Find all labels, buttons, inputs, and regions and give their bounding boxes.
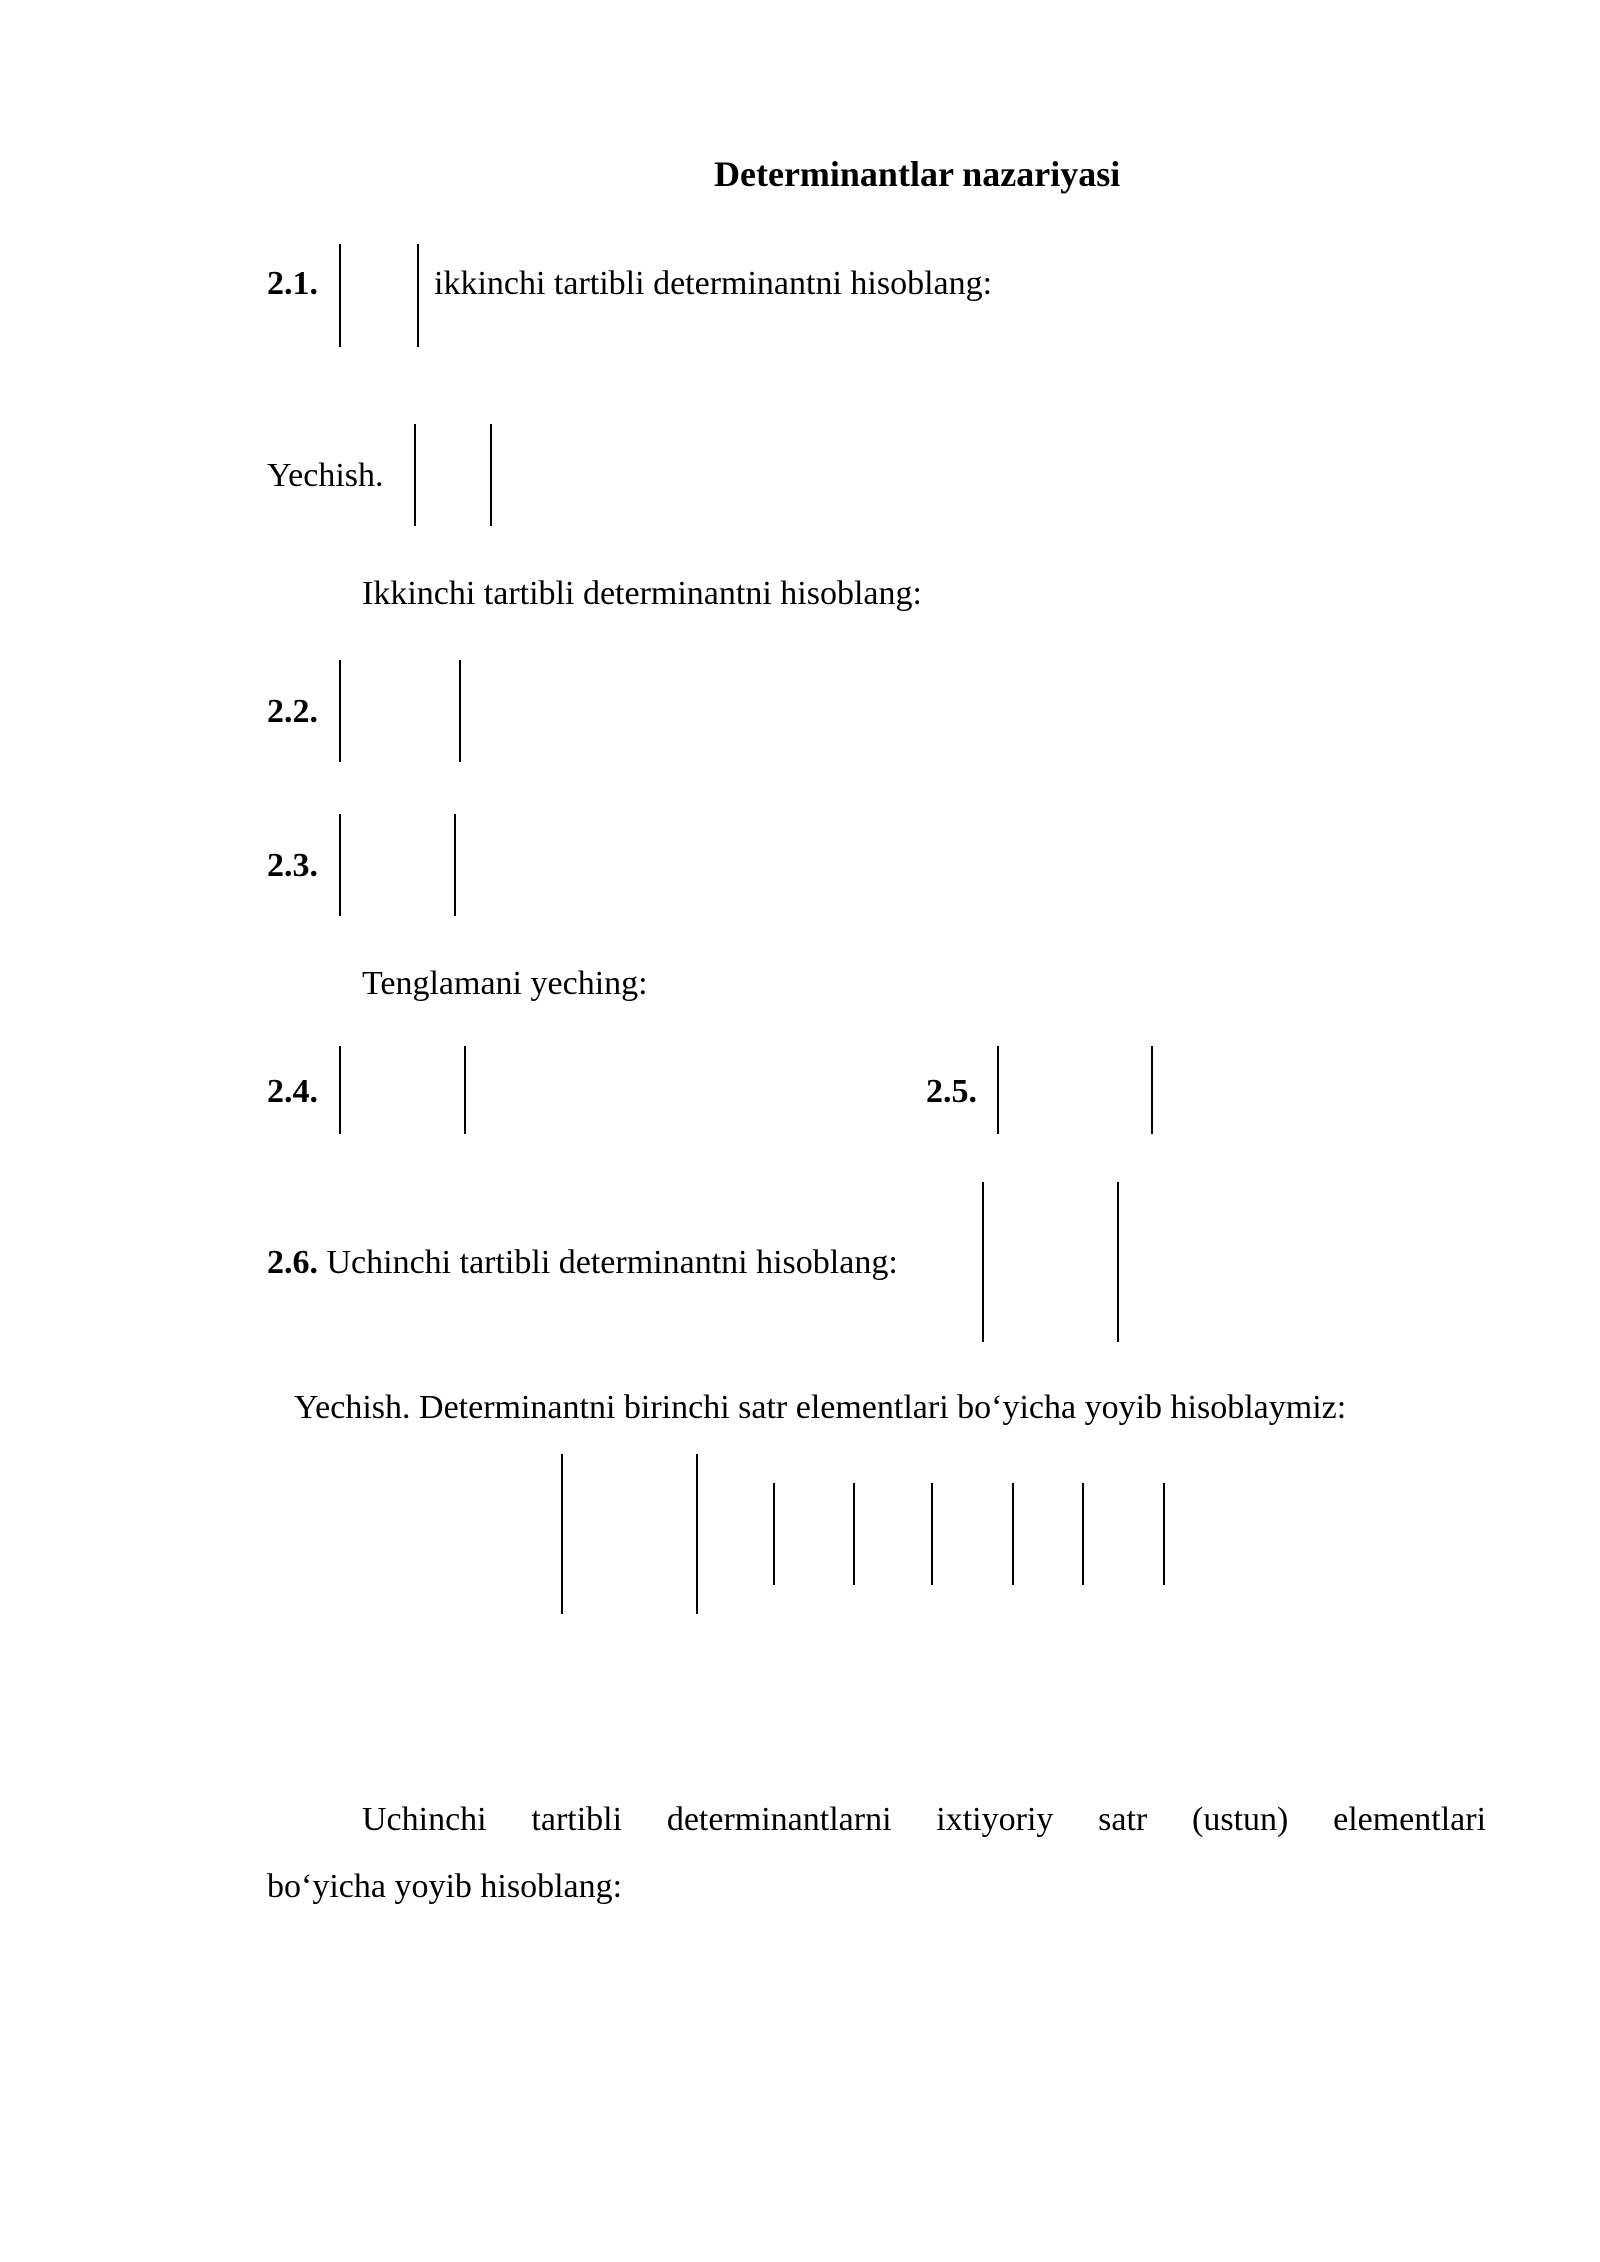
determinant-bar-right xyxy=(490,424,492,526)
determinant-bar-right xyxy=(459,660,461,762)
determinant-bar-left xyxy=(339,1046,341,1134)
determinant-bar-right xyxy=(1151,1046,1153,1134)
determinant-bar-right xyxy=(454,814,456,916)
determinant-bar-left xyxy=(339,660,341,762)
determinant-bar-left xyxy=(997,1046,999,1134)
problem-number-2-3: 2.3. xyxy=(267,847,318,884)
minor-bar-left xyxy=(773,1483,775,1585)
instruction-heading: Tenglamani yeching: xyxy=(362,965,648,1002)
word: elementlari xyxy=(1333,1801,1487,1838)
problem-number-2-1: 2.1. xyxy=(267,265,318,302)
solution-label: Yechish. xyxy=(267,457,384,494)
problem-number-2-4: 2.4. xyxy=(267,1073,318,1110)
word: (ustun) xyxy=(1192,1801,1289,1838)
problem-number-2-6: 2.6. xyxy=(267,1244,318,1281)
page-title: Determinantlar nazariyasi xyxy=(714,154,1121,194)
final-paragraph-line2: bo‘yicha yoyib hisoblang: xyxy=(267,1868,623,1905)
determinant-bar-right xyxy=(464,1046,466,1134)
word: Uchinchi xyxy=(362,1801,487,1838)
problem-2-6 xyxy=(267,1243,898,1283)
determinant-bar-left xyxy=(561,1454,563,1614)
determinant-bar-right xyxy=(696,1454,698,1614)
minor-bar-left xyxy=(931,1483,933,1585)
solution-text: Yechish. Determinantni birinchi satr elementlari bo‘yicha yoyib hisoblaymiz: xyxy=(294,1389,1347,1426)
word: satr xyxy=(1098,1801,1148,1838)
minor-bar-left xyxy=(1082,1483,1084,1585)
determinant-bar-right xyxy=(417,244,419,347)
minor-bar-right xyxy=(853,1483,855,1585)
minor-bar-right xyxy=(1163,1483,1165,1585)
determinant-bar-right xyxy=(1117,1182,1119,1342)
word: determinantlarni xyxy=(666,1801,892,1838)
word: tartibli xyxy=(531,1801,623,1838)
problem-number-2-5: 2.5. xyxy=(926,1073,977,1110)
instruction-heading: Ikkinchi tartibli determinantni hisoblang: xyxy=(362,575,922,612)
determinant-bar-left xyxy=(339,814,341,916)
determinant-bar-left xyxy=(414,424,416,526)
problem-text-2-6: Uchinchi tartibli determinantni hisoblang: xyxy=(318,1244,898,1281)
final-paragraph-line1 xyxy=(362,1800,1486,1840)
minor-bar-right xyxy=(1012,1483,1014,1585)
determinant-bar-left xyxy=(339,244,341,347)
word: ixtiyoriy xyxy=(936,1801,1054,1838)
problem-number-2-2: 2.2. xyxy=(267,693,318,730)
problem-text-2-1: ikkinchi tartibli determinantni hisoblang: xyxy=(434,265,993,302)
determinant-bar-left xyxy=(982,1182,984,1342)
